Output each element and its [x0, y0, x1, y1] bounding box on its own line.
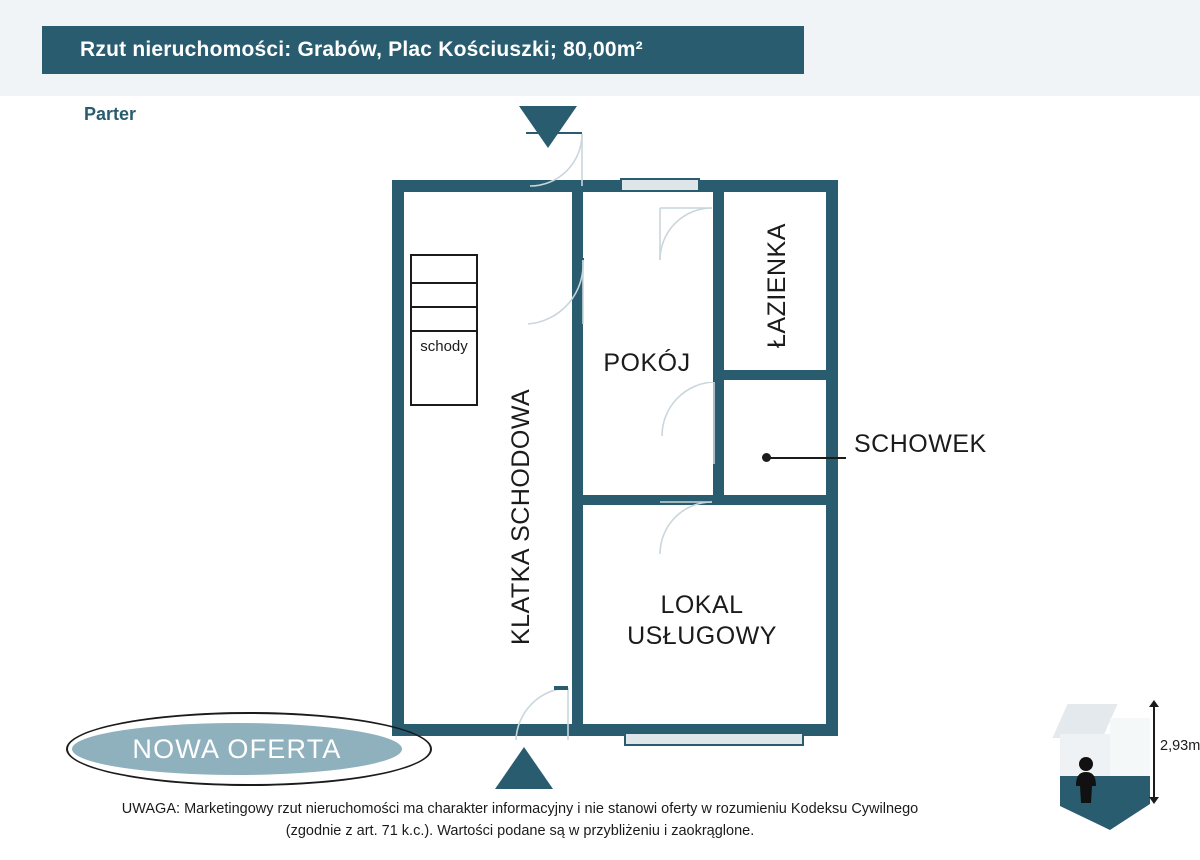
callout-label-schowek: SCHOWEK — [854, 430, 987, 458]
room-box-top — [1052, 704, 1117, 738]
door-storage — [660, 382, 720, 470]
door-lokal-entry — [510, 684, 576, 744]
door-main-top — [526, 130, 586, 188]
person-icon — [1072, 756, 1100, 804]
room-label-klatka-schodowa: KLATKA SCHODOWA — [507, 388, 535, 646]
height-value: 2,93m — [1160, 738, 1200, 754]
height-arrow-icon — [1153, 706, 1155, 798]
floor-label: Parter — [84, 104, 137, 124]
stairs-box — [410, 254, 478, 406]
stairs-label: schody — [420, 338, 468, 355]
page-title: Rzut nieruchomości: Grabów, Plac Kościuszki; 80,00m² — [80, 38, 643, 61]
door-bathroom — [658, 206, 718, 270]
stairs-step — [412, 306, 476, 308]
disclaimer-line-2: (zgodnie z art. 71 k.c.). Wartości podane są w przybliżeniu i zaokrąglone. — [285, 823, 755, 839]
stairs-step — [412, 330, 476, 332]
entry-marker-bottom — [495, 747, 553, 789]
door-lokal-pokoj — [658, 500, 718, 560]
wall-bathroom-bottom — [713, 370, 838, 380]
room-label-lokal-line1: LOKAL — [660, 591, 744, 619]
callout-line-schowek — [770, 457, 846, 459]
wall-top — [392, 180, 838, 192]
disclaimer — [0, 798, 1040, 842]
window-top — [620, 178, 700, 192]
room-label-lokal-line2: USŁUGOWY — [627, 622, 777, 650]
nowa-oferta-badge — [66, 712, 436, 790]
room-label-lazienka: ŁAZIENKA — [763, 223, 791, 349]
room-label-pokoj: POKÓJ — [603, 349, 691, 377]
badge-label: NOWA OFERTA — [132, 733, 342, 764]
door-staircase-pokoj-upper — [526, 258, 592, 334]
room-label-lokal-uslugowy — [592, 590, 812, 652]
wall-left — [392, 180, 404, 736]
window-bottom — [624, 732, 804, 746]
stairs-step — [412, 282, 476, 284]
ceiling-height-widget — [1052, 700, 1200, 828]
disclaimer-line-1: UWAGA: Marketingowy rzut nieruchomości ma charakter informacyjny i nie stanowi oferty w rozumieniu Kodeksu Cywilnego — [121, 801, 919, 817]
